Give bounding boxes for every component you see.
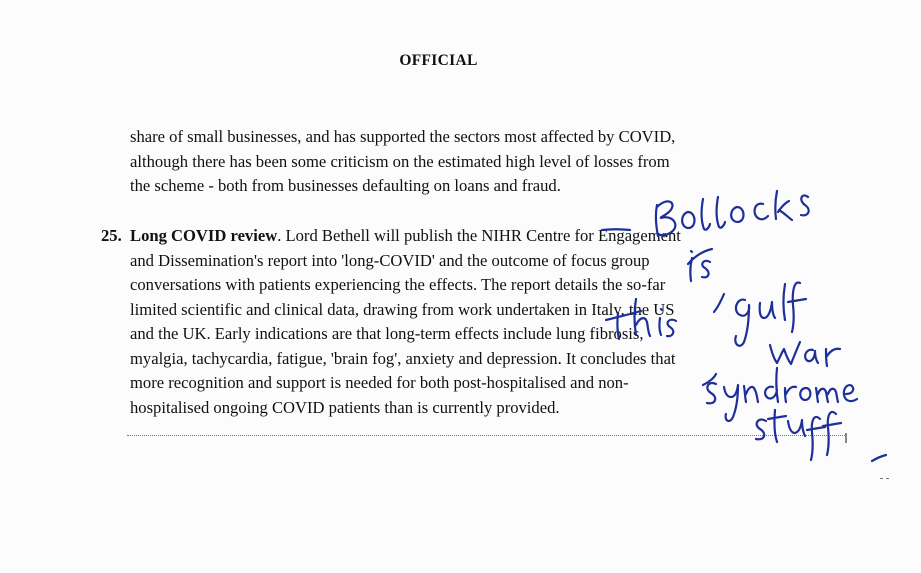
text-line: conversations with patients experiencing the effects. The report details the so-far (130, 275, 666, 294)
paragraph-25 (130, 224, 790, 420)
paragraph-number: 25. (101, 226, 122, 245)
text-line: the scheme - both from businesses defaulting on loans and fraud. (130, 176, 561, 195)
text-line (130, 224, 790, 249)
page-break-line (127, 435, 847, 436)
edge-mark (880, 478, 889, 479)
classification-header: OFFICIAL (399, 52, 478, 69)
text-line: hospitalised ongoing COVID patients than is currently provided. (130, 397, 560, 417)
text-line: and Dissemination's report into 'long-COVID' and the outcome of focus group (130, 250, 650, 270)
text-line: share of small businesses, and has supported the sectors most affected by COVID, (130, 127, 676, 146)
text-line: myalgia, tachycardia, fatigue, 'brain fog', anxiety and depression. It concludes that (130, 348, 676, 368)
ink-edge-mark (872, 455, 886, 461)
text-line: although there has been some criticism on the estimated high level of losses from (130, 151, 670, 171)
text-line: more recognition and support is needed for both post-hospitalised and non- (130, 373, 629, 392)
text-line: and the UK. Early indications are that long-term effects include lung fibrosis, (130, 324, 644, 343)
page-break-tick (845, 433, 847, 443)
heading-continuation: . Lord Bethell will publish the NIHR Centre for Engagement (277, 226, 681, 245)
text-line: limited scientific and clinical data, drawing from work undertaken in Italy, the US (130, 299, 675, 319)
paragraph-continued (130, 125, 790, 199)
paragraph-heading: Long COVID review (130, 226, 278, 245)
